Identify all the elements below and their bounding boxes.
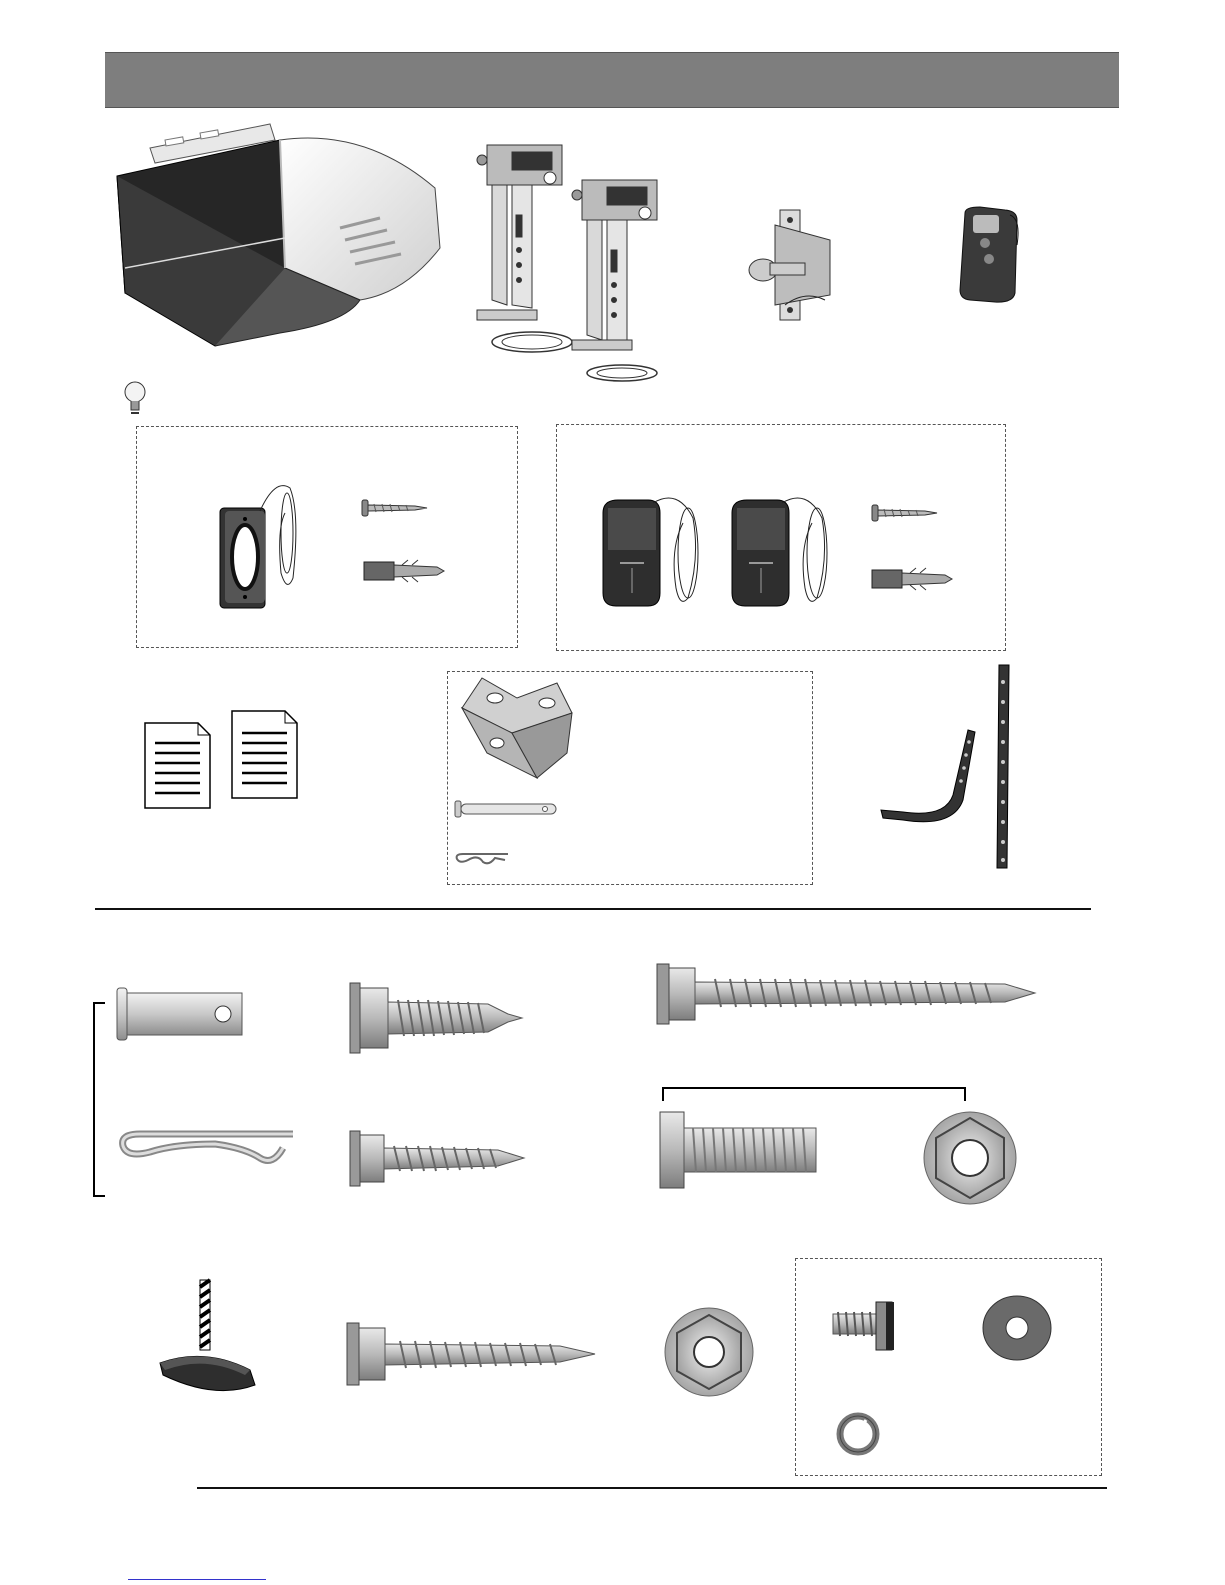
lock-washer-icon	[836, 1412, 881, 1457]
wall-anchor-icon	[362, 558, 447, 584]
hex-nut-icon	[920, 1108, 1020, 1208]
document-icon	[140, 708, 305, 813]
self-drilling-screw-icon	[348, 980, 528, 1055]
hex-screw-icon	[345, 1320, 600, 1390]
wall-button-kit-box	[136, 426, 518, 648]
hex-screw-icon	[348, 1128, 528, 1188]
flange-nut-icon	[662, 1305, 757, 1400]
washer-icon	[980, 1293, 1055, 1363]
section-header-bar	[105, 52, 1119, 108]
clevis-pin-icon	[453, 798, 563, 820]
footer-rule	[197, 1487, 1107, 1489]
light-bulb-icon	[122, 380, 148, 418]
release-handle-icon	[155, 1275, 265, 1400]
wall-screw-icon	[870, 503, 940, 523]
header-bracket-icon	[457, 673, 577, 788]
long-lag-screw-icon	[655, 960, 1040, 1028]
small-bolt-icon	[828, 1298, 898, 1353]
wall-screw-icon	[360, 498, 430, 518]
door-arm-icon	[873, 660, 1033, 875]
wall-button-icon	[215, 473, 305, 613]
footer-link[interactable]	[128, 1565, 266, 1580]
group-connector	[660, 1083, 970, 1103]
section-divider	[95, 908, 1091, 910]
group-bracket	[90, 1000, 110, 1200]
key-release-lock-icon	[745, 205, 845, 325]
hairpin-clip-icon	[115, 1118, 300, 1178]
garage-door-opener-icon	[105, 118, 450, 353]
clevis-pin-icon	[115, 985, 245, 1043]
safety-sensor-icon	[727, 488, 837, 608]
hairpin-clip-icon	[453, 848, 513, 868]
wall-anchor-icon	[870, 566, 955, 592]
safety-sensor-icon	[598, 488, 708, 608]
door-bracket-pair-icon	[462, 140, 672, 380]
hex-bolt-icon	[658, 1110, 823, 1190]
remote-control-icon	[955, 205, 1025, 305]
